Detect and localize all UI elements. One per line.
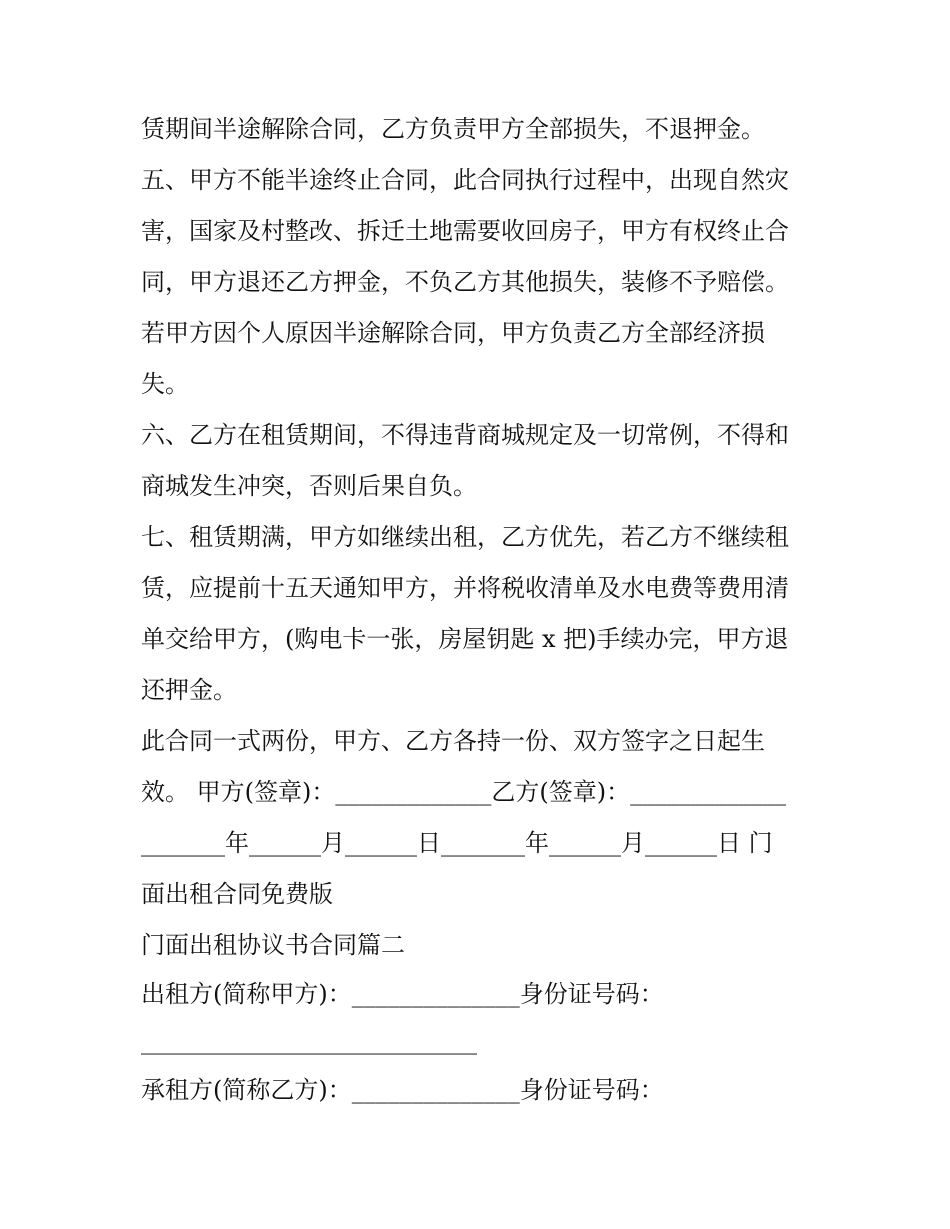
text-line: 同，甲方退还乙方押金，不负乙方其他损失，装修不予赔偿。	[141, 268, 789, 296]
lessor-line: 出租方(简称甲方)：______________身份证号码：	[141, 980, 664, 1008]
text-line: 害，国家及村整改、拆迁土地需要收回房子，甲方有权终止合	[141, 217, 789, 245]
text-line: 还押金。	[141, 676, 237, 704]
text-line: 六、乙方在租赁期间，不得违背商城规定及一切常例，不得和	[141, 421, 789, 449]
blank-underline: ____________________________	[141, 1027, 477, 1055]
section-heading: 门面出租协议书合同篇二	[141, 931, 405, 959]
text-line: 若甲方因个人原因半途解除合同，甲方负责乙方全部经济损	[141, 319, 765, 347]
text-line: 此合同一式两份，甲方、乙方各持一份、双方签字之日起生	[141, 727, 765, 755]
text-line: 单交给甲方，(购电卡一张，房屋钥匙 x 把)手续办完，甲方退	[141, 625, 789, 653]
text-line: 面出租合同免费版	[141, 880, 333, 908]
lessee-line: 承租方(简称乙方)：______________身份证号码：	[141, 1076, 664, 1104]
contract-text	[141, 104, 831, 1116]
text-line: 赁期间半途解除合同，乙方负责甲方全部损失，不退押金。	[141, 115, 765, 143]
text-line: 商城发生冲突，否则后果自负。	[141, 472, 477, 500]
text-line: 赁，应提前十五天通知甲方，并将税收清单及水电费等费用清	[141, 574, 789, 602]
date-line: _______年______月______日_______年______月______日 门	[141, 829, 773, 857]
text-line: 七、租赁期满，甲方如继续出租，乙方优先，若乙方不继续租	[141, 523, 789, 551]
signature-line: 效。 甲方(签章)：_____________乙方(签章)：_____________	[141, 778, 787, 806]
text-line: 失。	[141, 370, 189, 398]
text-line: 五、甲方不能半途终止合同，此合同执行过程中，出现自然灾	[141, 166, 789, 194]
